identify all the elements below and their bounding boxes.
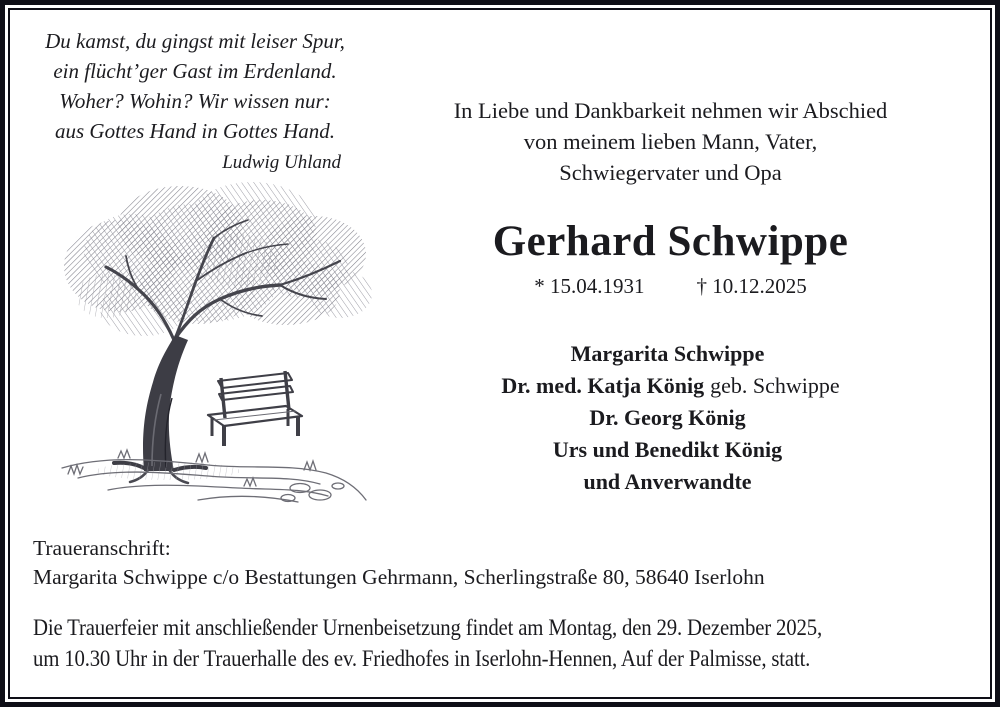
funeral-line: Die Trauerfeier mit anschließender Urnenbeisetzung findet am Montag, den 29. Dezember 2025, (33, 615, 822, 641)
address-line: Margarita Schwippe c/o Bestattungen Gehrmann, Scherlingstraße 80, 58640 Iserlohn (33, 564, 765, 589)
intro-line: von meinem lieben Mann, Vater, (523, 129, 818, 154)
mourner-line: Margarita Schwippe (570, 341, 765, 366)
mourner-line: Dr. Georg König (589, 405, 746, 430)
funeral-line: um 10.30 Uhr in der Trauerhalle des ev. Friedhofes in Iserlohn-Hennen, Auf der Palmisse, statt. (33, 645, 811, 672)
announcement-intro (398, 95, 943, 188)
mourner-line: Urs und Benedikt König (552, 437, 783, 462)
mourner-line: Dr. med. Katja König geb. Schwippe (501, 373, 840, 398)
tree-canopy (64, 182, 372, 336)
memorial-poem (35, 26, 355, 178)
mourners-list (398, 338, 943, 498)
tree-bench-illustration (48, 168, 378, 508)
poem-author: Ludwig Uhland (222, 152, 341, 173)
birth-date: * 15.04.1931 (534, 274, 645, 298)
mourner-line: und Anverwandte (583, 469, 752, 494)
poem-line: aus Gottes Hand in Gottes Hand. (55, 119, 335, 143)
funeral-details (33, 613, 924, 674)
poem-line: ein flücht’ger Gast im Erdenland. (53, 59, 337, 83)
intro-line: Schwiegervater und Opa (559, 160, 782, 185)
poem-line: Woher? Wohin? Wir wissen nur: (59, 89, 331, 113)
life-dates (398, 273, 943, 299)
intro-line: In Liebe und Dankbarkeit nehmen wir Abschied (453, 98, 888, 123)
poem-line: Du kamst, du gingst mit leiser Spur, (45, 29, 345, 53)
bench (208, 371, 302, 446)
ground (62, 450, 366, 502)
address-label: Traueranschrift: (33, 536, 171, 560)
deceased-name: Gerhard Schwippe (492, 218, 849, 265)
death-date: † 10.12.2025 (696, 274, 807, 298)
mourning-address (33, 534, 765, 591)
announcement-column (398, 95, 943, 498)
